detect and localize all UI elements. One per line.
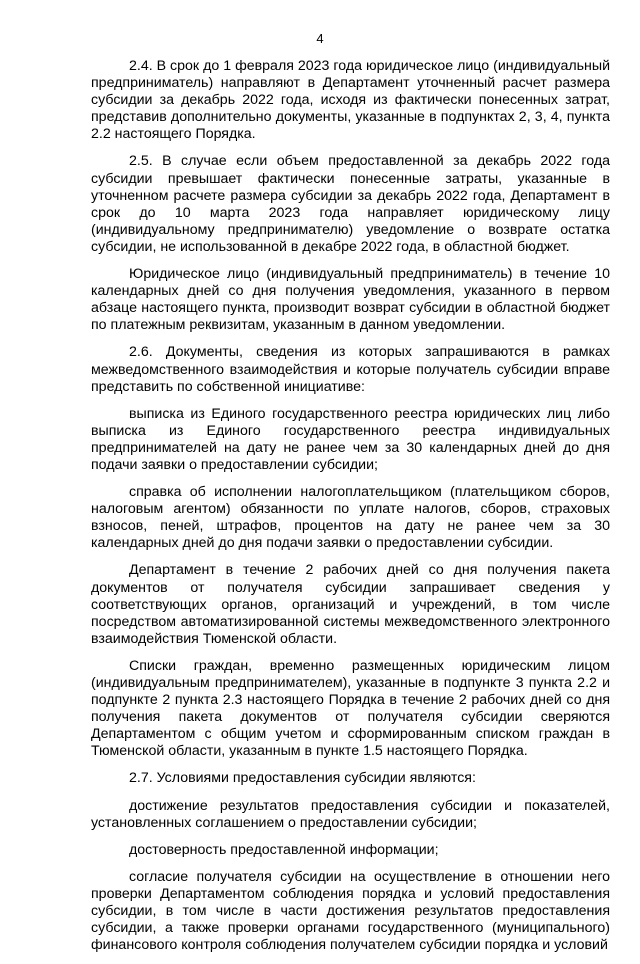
list-item-results-achievement: достижение результатов предоставления субсидии и показателей, установленных соглашением о предоставлении субсидии; — [91, 797, 610, 831]
list-item-tax-certificate: справка об исполнении налогоплательщиком (плательщиком сборов, налоговым агентом) обязанности по уплате налогов, сборов, страховых взносов, пеней, штрафов, процентов на дату не ранее чем за 30 календарных дней до дня подачи заявки о предоставлении субсидии. — [91, 484, 610, 552]
list-item-information-accuracy: достоверность предоставленной информации; — [129, 841, 439, 858]
page-number: 4 — [316, 31, 324, 46]
paragraph-citizen-lists: Списки граждан, временно размещенных юридическим лицом (индивидуальным предпринимателем), указанные в подпункте 3 пункта 2.2 и подпункте 2 пункта 2.3 настоящего Порядка в течение 2 рабочих дней со дня получения пакета документов от получателя субсидии сверяются Департаментом с общим учетом и сформированным списком граждан в Тюменской области, указанным в пункте 1.5 настоящего Порядка. — [91, 657, 610, 760]
paragraph-2-7: 2.7. Условиями предоставления субсидии являются: — [129, 770, 476, 787]
paragraph-2-4: 2.4. В срок до 1 февраля 2023 года юридическое лицо (индивидуальный предприниматель) направляют в Департамент уточненный расчет размера субсидии за декабрь 2022 года, исходя из фактически понесенных затрат, представив дополнительно документы, указанные в подпунктах 2, 3, 4, пункта 2.2 настоящего Порядка. — [91, 58, 610, 143]
paragraph-2-5: 2.5. В случае если объем предоставленной за декабрь 2022 года субсидии превышает фактически понесенные затраты, указанные в уточненном расчете размера субсидии за декабрь 2022 года, Департамент в срок до 10 марта 2023 года направляет юридическому лицу (индивидуальному предпринимателю) уведомление о возврате остатка субсидии, не использованной в декабре 2022 года, в областной бюджет. — [91, 153, 610, 255]
document-body — [91, 58, 610, 964]
list-item-audit-consent: согласие получателя субсидии на осуществление в отношении него проверки Департаментом соблюдения порядка и условий предоставления субсидии, в том числе в части достижения результатов предоставления субсидии, а также проверки органами государственного (муниципального) финансового контроля соблюдения получателем субсидии порядка и условий — [91, 868, 610, 954]
paragraph-refund-procedure: Юридическое лицо (индивидуальный предприниматель) в течение 10 календарных дней со дня получения уведомления, указанного в первом абзаце настоящего пункта, производит возврат субсидии в областной бюджет по платежным реквизитам, указанным в данном уведомлении. — [91, 266, 610, 334]
list-item-registry-extract: выписка из Единого государственного реестра юридических лиц либо выписка из Единого государственного реестра индивидуальных предпринимателей на дату не ранее чем за 30 календарных дней до дня подачи заявки о предоставлении субсидии; — [91, 405, 610, 473]
paragraph-2-6: 2.6. Документы, сведения из которых запрашиваются в рамках межведомственного взаимодействия и которые получатель субсидии вправе представить по собственной инициативе: — [91, 344, 610, 395]
paragraph-department-request: Департамент в течение 2 рабочих дней со дня получения пакета документов от получателя субсидии запрашивает сведения у соответствующих органов, организаций и учреждений, в том числе посредством автоматизированной системы межведомственного электронного взаимодействия Тюменской области. — [91, 562, 610, 647]
